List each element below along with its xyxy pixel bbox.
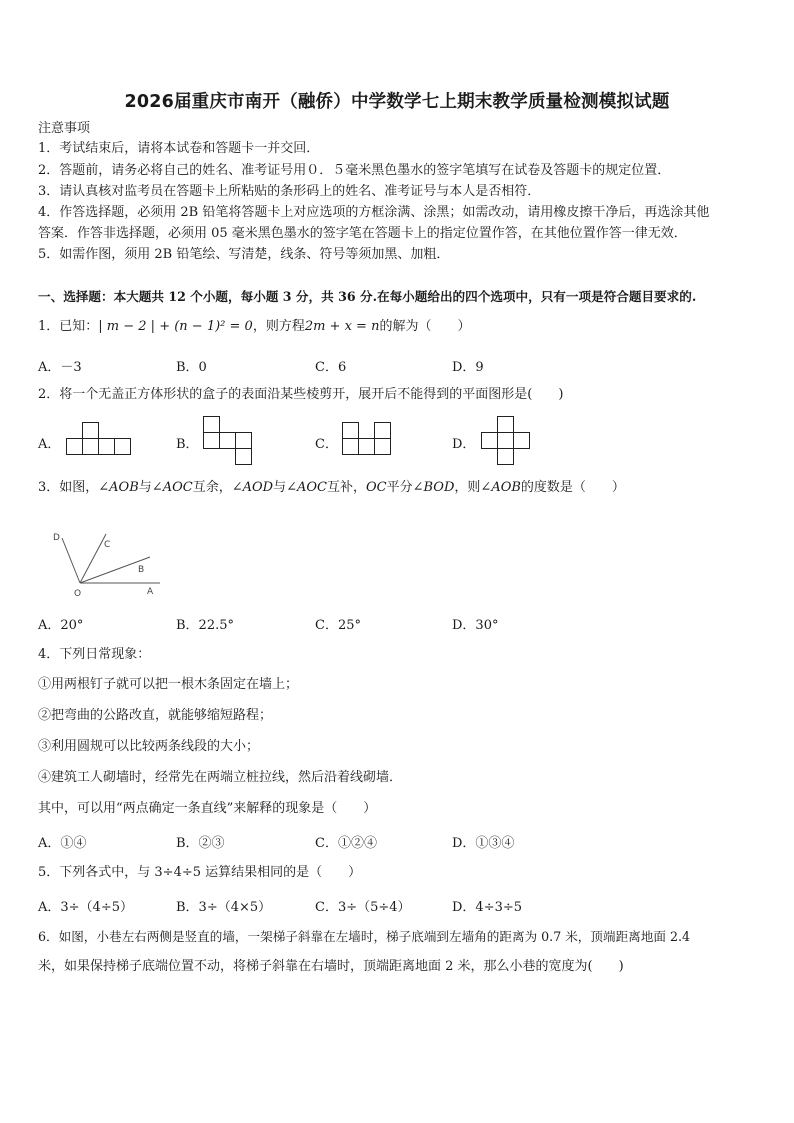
ray-od (62, 538, 80, 583)
notice-item-4: 4．作答选择题，必须用 2B 铅笔将答题卡上对应选项的方框涂满、涂黑；如需改动，请用橡皮擦干净后，再选涂其他 (38, 205, 710, 220)
q3-ray-oc: OC (366, 480, 387, 495)
q3-stem-g: ，则 (454, 480, 481, 495)
q2-label-d: D． (452, 437, 476, 452)
notice-heading: 注意事项 (38, 121, 91, 136)
notice-item-3: 3．请认真核对监考员在答题卡上所粘贴的条形码上的姓名、准考证号与本人是否相符． (38, 184, 541, 199)
q4-option-a: A．①④ (38, 836, 87, 851)
q2-net-a (66, 422, 132, 458)
q3-angle-figure (42, 528, 172, 600)
q1-stem-c: 的解为（ ） (379, 319, 471, 334)
question-6-line-2: 米，如果保持梯子底端位置不动，将梯子斜靠在右墙时，顶端距离地面 2 米，那么小巷的宽度为( ) (38, 959, 624, 974)
q3-angle-aob: ∠AOB (98, 480, 139, 495)
question-6-line-1: 6．如图，小巷左右两侧是竖直的墙，一架梯子斜靠在左墙时，梯子底端到左墙角的距离为 0.7 米，顶端距离地面 2.4 (38, 929, 690, 944)
q2-net-b (203, 416, 255, 466)
notice-item-5: 5．如需作图，须用 2B 铅笔绘、写清楚，线条、符号等须加黑、加粗． (38, 247, 450, 262)
question-4: 4．下列日常现象： (38, 647, 151, 662)
q3-option-d: D．30° (452, 618, 499, 633)
q3-stem-f: 平分 (386, 480, 413, 495)
q4-item-3: ③利用圆规可以比较两条线段的大小； (38, 739, 260, 754)
q3-angle-aob-2: ∠AOB (480, 480, 521, 495)
notice-item-1: 1．考试结束后，请将本试卷和答题卡一并交回． (38, 141, 320, 156)
q1-formula-1: | m − 2 | + (n − 1)² = 0 (98, 319, 253, 334)
notice-item-4-cont: 答案．作答非选择题，必须用 05 毫米黑色墨水的签字笔在答题卡上的指定位置作答，在其他位置作答一律无效． (38, 226, 687, 241)
notice-item-2: 2．答题前，请务必将自己的姓名、准考证号用０．５毫米黑色墨水的签字笔填写在试卷及答题卡的规定位置． (38, 163, 671, 178)
q4-option-d: D．①③④ (452, 836, 515, 851)
q3-stem-e: 互补， (326, 480, 366, 495)
question-2: 2．将一个无盖正方体形状的盒子的表面沿某些棱剪开，展开后不能得到的平面图形是( ) (38, 387, 564, 402)
q3-angle-bod: ∠BOD (412, 480, 455, 495)
q1-option-d: D．9 (452, 360, 484, 375)
q2-label-a: A． (38, 437, 61, 452)
q1-option-c: C．6 (315, 360, 347, 375)
q3-angle-aoc: ∠AOC (151, 480, 193, 495)
q3-stem-b: 与 (138, 480, 152, 495)
q5-option-b: B．3÷（4×5） (176, 900, 272, 915)
q5-option-a: A．3÷（4÷5） (38, 900, 133, 915)
q5-option-d: D．4÷3÷5 (452, 900, 523, 915)
q5-option-c: C．3÷（5÷4） (315, 900, 411, 915)
label-d: D (53, 533, 60, 543)
q1-stem-a: 1．已知： (38, 319, 99, 334)
ray-oc (80, 534, 106, 583)
q3-option-b: B．22.5° (176, 618, 234, 633)
section-heading: 一、选择题：本大题共 12 个小题，每小题 3 分，共 36 分.在每小题给出的四个选项中，只有一项是符合题目要求的. (38, 289, 697, 304)
q4-option-b: B．②③ (176, 836, 225, 851)
q2-net-d (481, 416, 533, 466)
q3-stem-c: 互余， (192, 480, 232, 495)
question-3 (38, 479, 625, 497)
q3-angle-aod: ∠AOD (231, 480, 274, 495)
q1-formula-2: 2m + x = n (304, 319, 380, 334)
q2-net-c (342, 422, 394, 456)
q3-option-c: C．25° (315, 618, 361, 633)
q1-stem-b: ，则方程 (252, 319, 305, 334)
q1-option-b: B．0 (176, 360, 207, 375)
q3-stem-h: 的度数是（ ） (520, 480, 625, 495)
q3-angle-aoc-2: ∠AOC (286, 480, 327, 495)
q4-item-2: ②把弯曲的公路改直，就能够缩短路程； (38, 708, 273, 723)
label-a: A (147, 587, 154, 597)
label-o: O (74, 589, 82, 599)
q3-option-a: A．20° (38, 618, 84, 633)
question-1 (38, 318, 470, 336)
q2-label-b: B． (176, 437, 199, 452)
q4-question: 其中，可以用“两点确定一条直线”来解释的现象是（ ） (38, 801, 377, 816)
page-title: 2026届重庆市南开（融侨）中学数学七上期末教学质量检测模拟试题 (124, 92, 670, 112)
label-c: C (104, 540, 111, 550)
question-5: 5．下列各式中，与 3÷4÷5 运算结果相同的是（ ） (38, 865, 362, 880)
q4-option-c: C．①②④ (315, 836, 377, 851)
q3-stem-a: 3．如图， (38, 480, 99, 495)
label-b: B (138, 565, 145, 575)
q3-stem-d: 与 (273, 480, 287, 495)
q4-item-4: ④建筑工人砌墙时，经常先在两端立桩拉线，然后沿着线砌墙． (38, 770, 403, 785)
q1-option-a: A．－3 (38, 360, 82, 375)
q2-label-c: C． (315, 437, 338, 452)
q4-item-1: ①用两根钉子就可以把一根木条固定在墙上； (38, 677, 299, 692)
